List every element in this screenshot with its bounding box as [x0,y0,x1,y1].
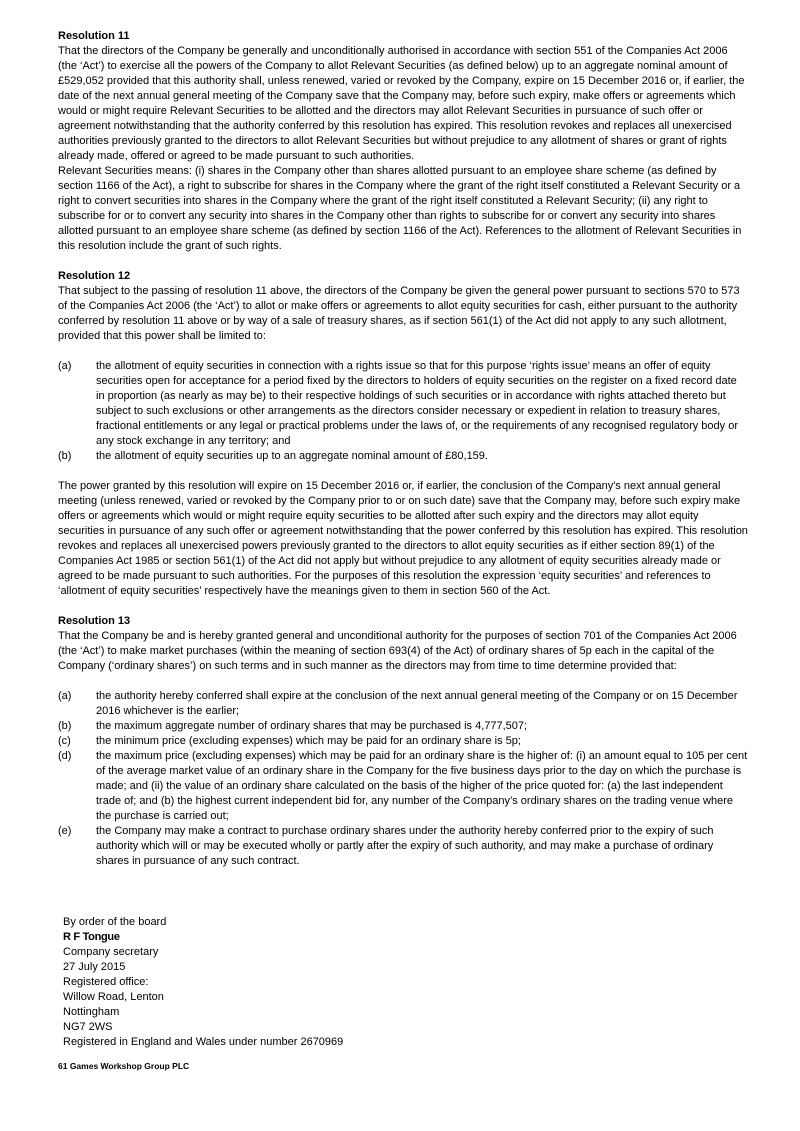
list-item-text: the allotment of equity securities in connection with a rights issue so that for this purpose ‘rights issue’ means an offer of equity securities open for acceptance for a period fixed by the directors to holders of equity securities on the register on a fixed record date in proportion (as nearly as may be) to their respective holdings of such securities or in accordance with rights attached thereto but subject to such exclusions or other arrangements as the directors consider necessary or expedient in relation to treasury shares, fractional entitlements or any legal or practical problems under the laws of, or the requirements of any recognised regulatory body or any stock exchange in any territory; and [96,360,739,447]
list-item [58,449,748,464]
page-footer: 61 Games Workshop Group PLC [58,1061,190,1071]
resolution-12 [58,269,748,599]
resolution-11-paragraph-2: Relevant Securities means: (i) shares in the Company other than shares allotted pursuant to an employee share scheme (as defined by section 1166 of the Act), a right to subscribe for shares in the Company where the grant of the right itself constituted a Relevant Security or a right to convert securities into shares in the Company where the grant of the right itself constituted a Relevant Security; (ii) any right to subscribe for or to convert any security into shares in the Company other than rights to subscribe for or convert any security into shares allotted pursuant to an employee share scheme (as defined by section 1166 of the Act). References to the allotment of Relevant Securities in this resolution include the grant of such rights. [58,165,742,252]
list-item-label: (b) [58,450,72,462]
list-item [58,749,748,824]
list-item [58,824,748,869]
resolution-11-heading: Resolution 11 [58,30,130,42]
registration-number: Registered in England and Wales under number 2670969 [63,1036,344,1048]
list-item [58,689,748,719]
list-item-label: (e) [58,825,72,837]
list-item-label: (c) [58,735,71,747]
list-item [58,734,748,749]
list-item-text: the minimum price (excluding expenses) which may be paid for an ordinary share is 5p; [96,735,521,747]
list-item-label: (a) [58,690,72,702]
list-item-text: the authority hereby conferred shall expire at the conclusion of the next annual general meeting of the Company or on 15 December 2016 whichever is the earlier; [96,690,738,717]
list-item-text: the Company may make a contract to purchase ordinary shares under the authority hereby conferred prior to the expiry of such authority which will or may be executed wholly or partly after the expiry of such authority, and may make a purchase of ordinary shares in pursuance of any such contract. [96,825,714,867]
registered-office-label: Registered office: [63,976,149,988]
list-item-label: (b) [58,720,72,732]
resolution-11 [58,29,748,254]
address-line-2: Nottingham [63,1006,120,1018]
resolution-11-paragraph-1: That the directors of the Company be generally and unconditionally authorised in accordance with section 551 of the Companies Act 2006 (the ‘Act’) to exercise all the powers of the Company to allot Relevant Securities (as defined below) up to an aggregate nominal amount of £529,052 provided that this authority shall, unless renewed, varied or revoked by the Company, expire on 15 December 2016 or, if earlier, the date of the next annual general meeting of the Company save that the Company may, before such expiry, make offers or agreements which would or might require Relevant Securities to be allotted and the directors may allot Relevant Securities in pursuance of such offer or agreement notwithstanding that the authority conferred by this resolution has expired. This resolution revokes and replaces all unexercised authorities previously granted to the directors to allot Relevant Securities but without prejudice to any allotment of shares or grant of rights already made, offered or agreed to be made pursuant to such authorities. [58,45,745,162]
resolution-13-intro: That the Company be and is hereby granted general and unconditional authority for the purposes of section 701 of the Companies Act 2006 (the ‘Act’) to make market purchases (within the meaning of section 693(4) of the Act) of ordinary shares of 5p each in the capital of the Company (‘ordinary shares’) on such terms and in such manner as the directors may from time to time determine provided that: [58,630,737,672]
signoff-block [63,915,343,1050]
resolution-12-list [58,359,748,464]
list-item-text: the maximum price (excluding expenses) which may be paid for an ordinary share is the higher of: (i) an amount equal to 105 per cent of the average market value of an ordinary share in the Company for the five business days prior to the day on which the purchase is made; and (ii) the value of an ordinary share calculated on the basis of the higher of the price quoted for: (a) the last independent trade of; and (b) the highest current independent bid for, any number of the Company’s ordinary shares on the trading venue where the purchase is carried out; [96,750,748,822]
list-item-label: (a) [58,360,72,372]
list-item-text: the maximum aggregate number of ordinary shares that may be purchased is 4,777,507; [96,720,528,732]
list-item-text: the allotment of equity securities up to an aggregate nominal amount of £80,159. [96,450,488,462]
resolution-13-heading: Resolution 13 [58,615,131,627]
document-body [58,29,748,884]
resolution-12-intro: That subject to the passing of resolution 11 above, the directors of the Company be given the general power pursuant to sections 570 to 573 of the Companies Act 2006 (the ‘Act’) to allot or make offers or agreements to allot equity securities for cash, either pursuant to the authority conferred by resolution 11 above or by way of a sale of treasury shares, as if section 561(1) of the Act did not apply to any such allotment, provided that this power shall be limited to: [58,285,740,342]
list-item [58,359,748,449]
resolution-13 [58,614,748,869]
signatory-name: R F Tongue [63,931,120,943]
list-item [58,719,748,734]
list-item-label: (d) [58,750,72,762]
resolution-12-heading: Resolution 12 [58,270,131,282]
signoff-line: By order of the board [63,916,167,928]
postcode: NG7 2WS [63,1021,113,1033]
signatory-role: Company secretary [63,946,159,958]
resolution-13-list [58,689,748,869]
resolution-12-closing: The power granted by this resolution will expire on 15 December 2016 or, if earlier, the conclusion of the Company's next annual general meeting (unless renewed, varied or revoked by the Company prior to or on such date) save that the Company may, before such expiry make offers or agreements which would or might require equity securities to be allotted after such expiry and the directors may allot equity securities in pursuance of any such offer or agreement notwithstanding that the power conferred by this resolution has expired. This resolution revokes and replaces all unexercised powers previously granted to the directors to allot equity securities as if either section 89(1) of the Companies Act 1985 or section 561(1) of the Act did not apply but without prejudice to any allotment of equity securities already made or agreed to be made pursuant to such authorities. For the purposes of this resolution the expression ‘equity securities’ and references to ‘allotment of equity securities’ respectively have the meanings given to them in section 560 of the Act. [58,480,748,597]
address-line-1: Willow Road, Lenton [63,991,164,1003]
signoff-date: 27 July 2015 [63,961,126,973]
